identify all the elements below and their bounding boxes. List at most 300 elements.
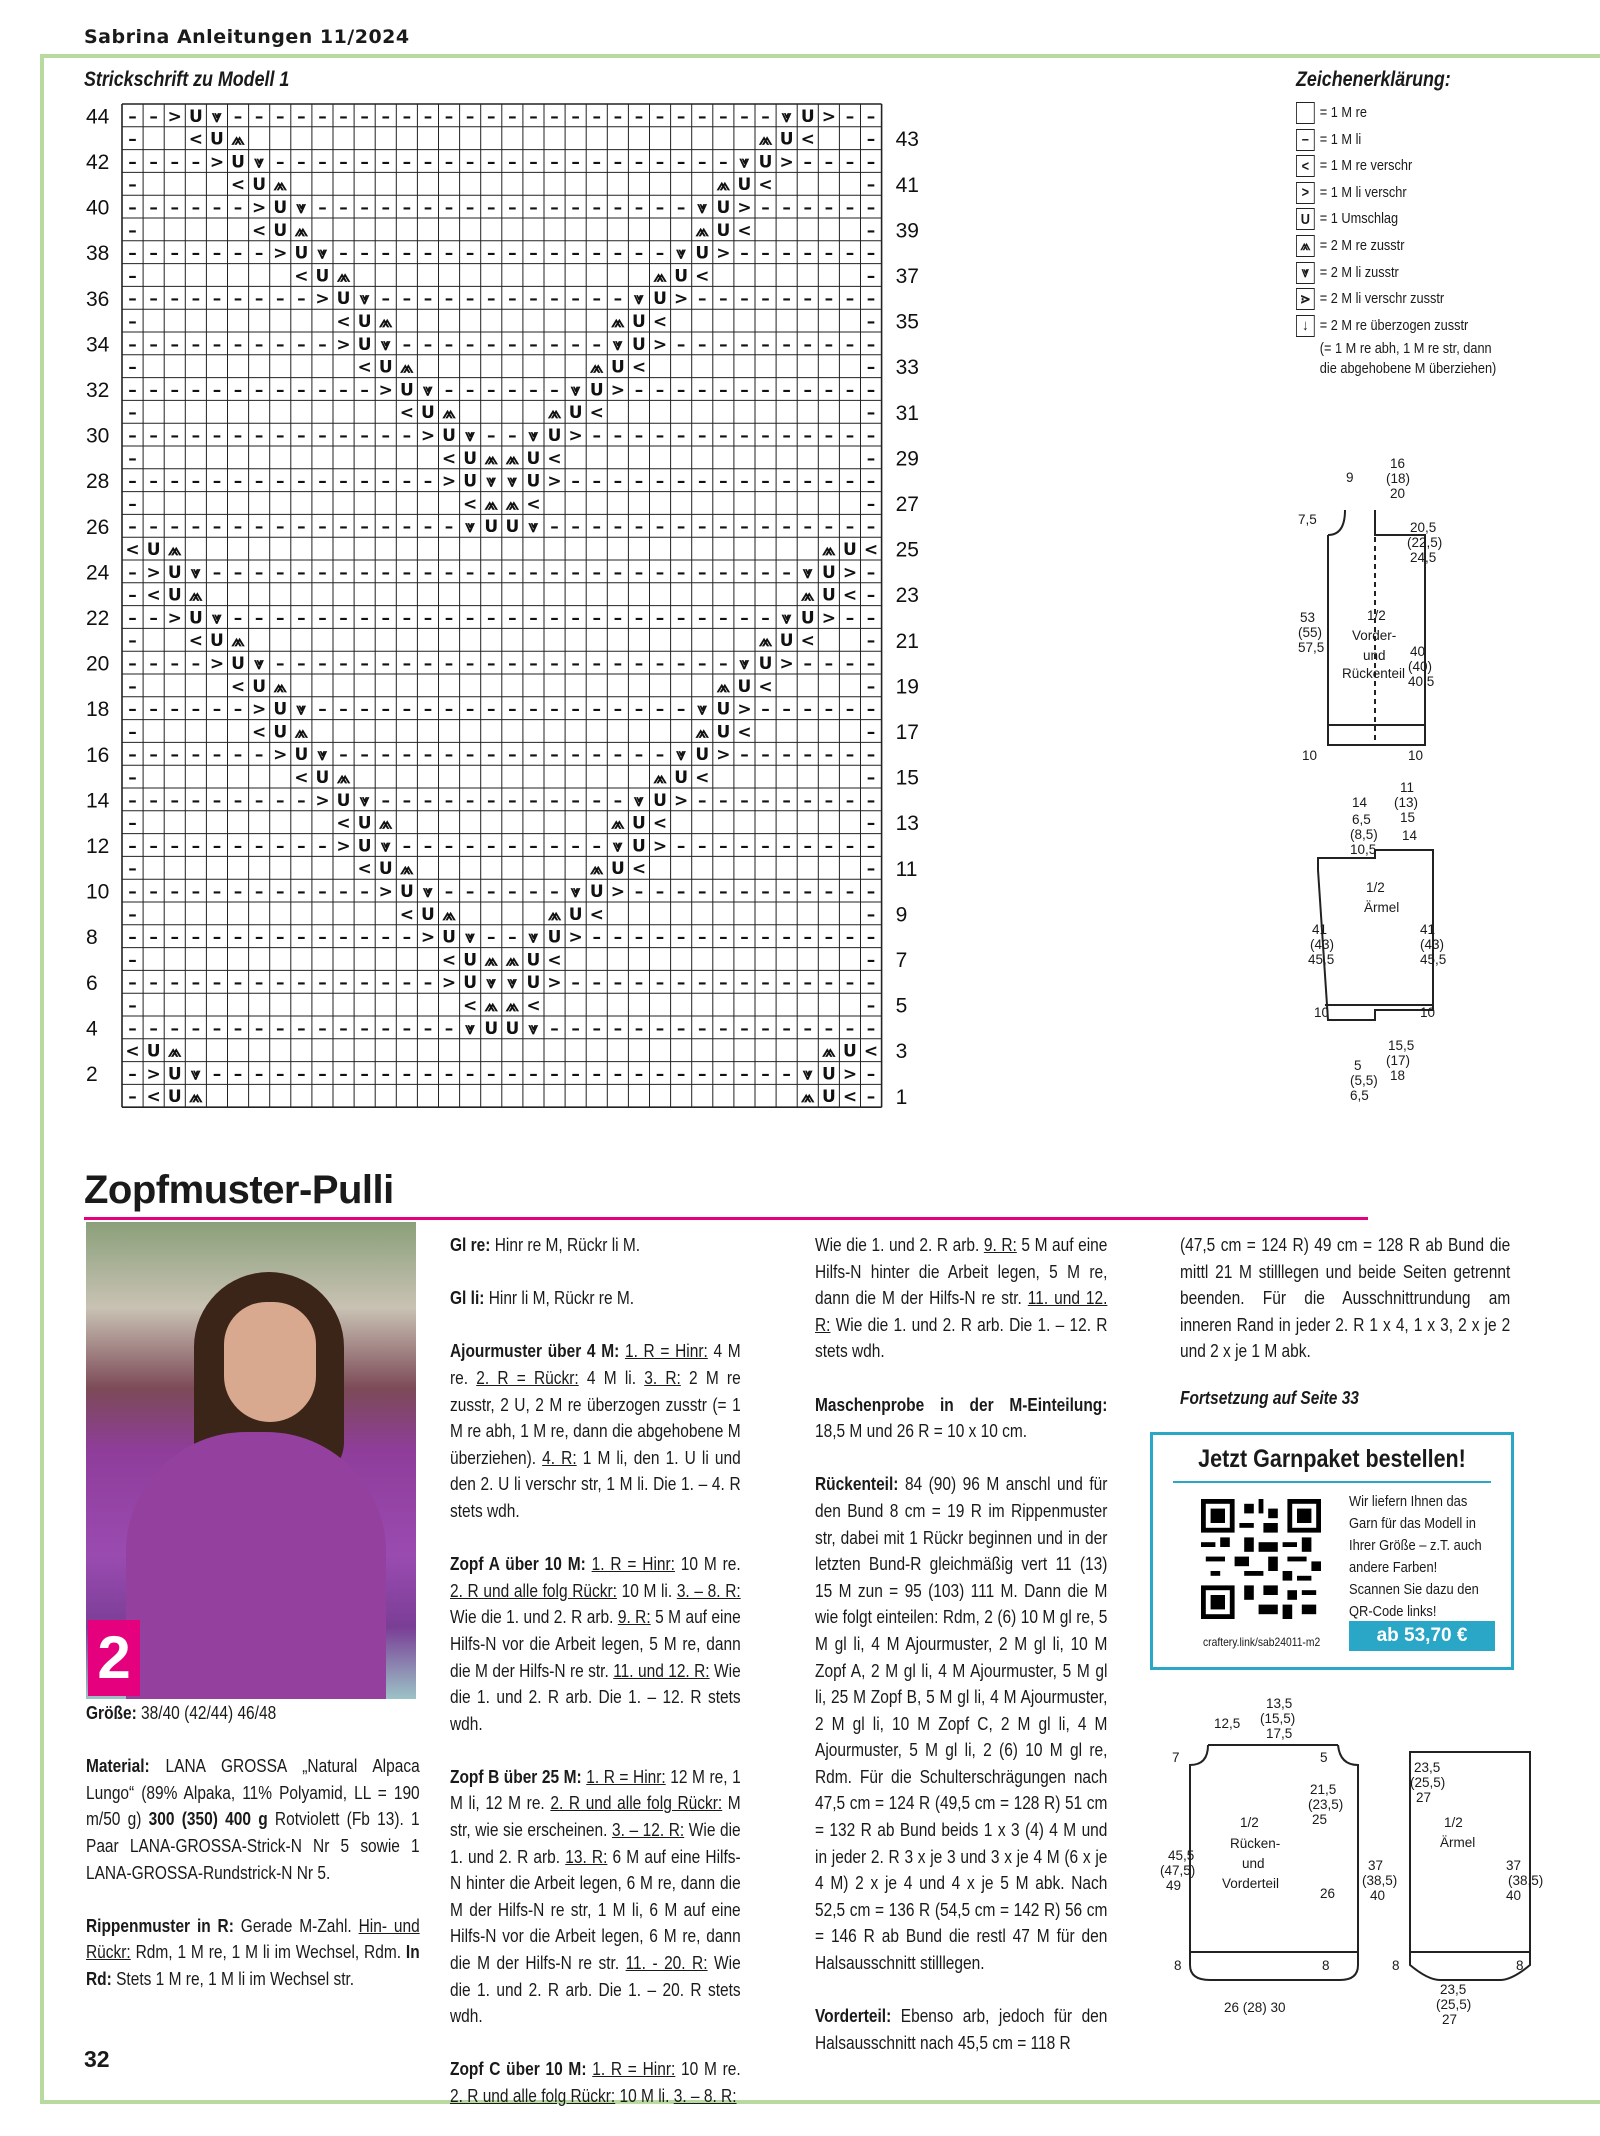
- chart-cell-symbol: –: [592, 745, 601, 766]
- chart-cell-symbol: –: [592, 289, 601, 310]
- chart-cell-symbol: ⩕: [822, 1041, 836, 1062]
- chart-row-label-left: 24: [86, 561, 110, 585]
- schematic-label: Ärmel: [1364, 900, 1400, 915]
- chart-cell-symbol: –: [128, 813, 137, 834]
- chart-cell-symbol: –: [423, 790, 433, 811]
- schematic-label: 1/2: [1240, 1815, 1259, 1830]
- chart-cell-symbol: ⩕: [653, 266, 667, 287]
- chart-cell-symbol: –: [550, 1064, 559, 1085]
- page-number: 32: [84, 2046, 110, 2072]
- chart-cell-symbol: –: [550, 380, 559, 401]
- chart-cell-symbol: –: [782, 380, 791, 401]
- schematic-label: 40: [1370, 1888, 1386, 1903]
- chart-cell-symbol: –: [233, 790, 243, 811]
- chart-cell-symbol: –: [402, 973, 412, 994]
- chart-cell-symbol: –: [318, 973, 327, 994]
- chart-cell-symbol: –: [571, 562, 580, 583]
- chart-cell-symbol: <: [294, 767, 309, 788]
- chart-cell-symbol: –: [550, 243, 559, 264]
- chart-cell-symbol: –: [676, 380, 686, 401]
- schematic-label: 40,5: [1408, 674, 1435, 689]
- chart-cell-symbol: ⩕: [400, 357, 414, 378]
- chart-cell-symbol: ⩕: [484, 995, 498, 1016]
- chart-cell-symbol: –: [698, 562, 707, 583]
- chart-cell-symbol: <: [336, 311, 351, 332]
- chart-cell-symbol: –: [212, 790, 222, 811]
- chart-cell-symbol: U: [315, 767, 330, 788]
- chart-cell-symbol: –: [803, 881, 812, 902]
- chart-cell-symbol: –: [360, 1018, 369, 1039]
- chart-cell-symbol: U: [632, 311, 646, 332]
- schematic-label: 25: [1312, 1812, 1328, 1827]
- chart-cell-symbol: –: [191, 334, 201, 355]
- chart-cell-symbol: U: [336, 289, 351, 310]
- chart-cell-symbol: –: [339, 881, 348, 902]
- chart-cell-symbol: –: [381, 562, 390, 583]
- chart-cell-symbol: –: [529, 152, 538, 173]
- schematic-label: 23,5: [1440, 1982, 1467, 1997]
- chart-cell-symbol: U: [674, 266, 689, 287]
- chart-cell-symbol: –: [866, 220, 876, 241]
- schematic-label: 57,5: [1298, 640, 1325, 655]
- chart-cell-symbol: <: [463, 494, 478, 515]
- chart-cell-symbol: –: [402, 289, 412, 310]
- chart-cell-symbol: –: [634, 471, 644, 492]
- schematic-label: 26 (28) 30: [1224, 2000, 1286, 2015]
- chart-cell-symbol: –: [339, 745, 348, 766]
- chart-cell-symbol: –: [571, 243, 580, 264]
- chart-cell-symbol: <: [230, 676, 246, 697]
- chart-cell-symbol: –: [212, 927, 222, 948]
- chart-cell-symbol: U: [463, 448, 478, 469]
- schematic-label: 1/2: [1367, 608, 1386, 623]
- chart-cell-symbol: –: [360, 653, 369, 674]
- chart-cell-symbol: –: [655, 1018, 665, 1039]
- chart-cell-symbol: ⩔: [359, 790, 370, 811]
- chart-cell-symbol: –: [191, 745, 201, 766]
- chart-cell-symbol: –: [866, 448, 876, 469]
- chart-cell-symbol: –: [866, 243, 876, 264]
- chart-cell-symbol: –: [592, 471, 601, 492]
- chart-cell-symbol: –: [149, 243, 158, 264]
- chart-cell-symbol: ⩕: [400, 859, 414, 880]
- chart-cell-symbol: ⩔: [507, 471, 518, 492]
- chart-cell-symbol: –: [698, 653, 707, 674]
- chart-cell-symbol: –: [128, 767, 137, 788]
- chart-cell-symbol: –: [444, 334, 454, 355]
- chart-row-label-right: 31: [895, 401, 919, 425]
- chart-cell-symbol: –: [360, 699, 369, 720]
- chart-cell-symbol: –: [212, 471, 222, 492]
- model-number-badge: 2: [88, 1620, 140, 1696]
- chart-cell-symbol: ⩕: [189, 1087, 203, 1108]
- chart-cell-symbol: –: [170, 1018, 179, 1039]
- chart-cell-symbol: –: [212, 881, 222, 902]
- schematic-label: 40: [1506, 1888, 1522, 1903]
- chart-cell-symbol: –: [149, 927, 158, 948]
- chart-cell-symbol: –: [233, 1064, 243, 1085]
- chart-cell-symbol: ⩕: [168, 539, 182, 560]
- chart-cell-symbol: U: [800, 106, 815, 127]
- chart-cell-symbol: –: [845, 106, 855, 127]
- chart-cell-symbol: >: [821, 608, 836, 629]
- chart-cell-symbol: <: [146, 585, 161, 606]
- chart-cell-symbol: ⩔: [613, 836, 623, 857]
- chart-cell-symbol: –: [824, 927, 834, 948]
- chart-cell-symbol: –: [233, 425, 243, 446]
- chart-cell-symbol: –: [592, 197, 601, 218]
- chart-cell-symbol: –: [444, 881, 454, 902]
- chart-cell-symbol: –: [761, 608, 770, 629]
- chart-cell-symbol: ⩔: [465, 1018, 475, 1039]
- legend-label: = 1 M li: [1319, 130, 1362, 148]
- chart-cell-symbol: ⩔: [676, 745, 686, 766]
- chart-cell-symbol: –: [761, 881, 770, 902]
- chart-cell-symbol: <: [357, 357, 372, 378]
- chart-cell-symbol: U: [716, 197, 731, 218]
- chart-cell-symbol: –: [803, 425, 812, 446]
- chart-cell-symbol: >: [252, 197, 267, 218]
- chart-cell-symbol: –: [824, 699, 834, 720]
- chart-cell-symbol: –: [254, 836, 264, 857]
- chart-cell-symbol: –: [212, 334, 222, 355]
- chart-row-label-left: 42: [86, 150, 110, 174]
- chart-cell-symbol: ⩕: [379, 311, 393, 332]
- chart-cell-symbol: <: [526, 995, 541, 1016]
- chart-cell-symbol: –: [866, 1018, 876, 1039]
- chart-cell-symbol: –: [212, 425, 222, 446]
- chart-cell-symbol: –: [824, 881, 834, 902]
- chart-row-label-left: 30: [86, 424, 110, 448]
- chart-cell-symbol: –: [233, 836, 243, 857]
- schematic-label: 13,5: [1266, 1696, 1293, 1711]
- schematic-label: 8: [1516, 1958, 1524, 1973]
- chart-cell-symbol: –: [318, 1018, 327, 1039]
- chart-cell-symbol: –: [149, 745, 158, 766]
- chart-cell-symbol: U: [378, 859, 393, 880]
- chart-cell-symbol: U: [610, 357, 625, 378]
- schematic-label: 37: [1368, 1858, 1384, 1873]
- chart-cell-symbol: –: [465, 745, 475, 766]
- chart-cell-symbol: –: [423, 699, 433, 720]
- yarn-kit-url[interactable]: craftery.link/sab24011-m2: [1203, 1635, 1321, 1649]
- chart-cell-symbol: –: [170, 197, 179, 218]
- chart-cell-symbol: –: [634, 745, 644, 766]
- chart-cell-symbol: –: [782, 973, 791, 994]
- chart-cell-symbol: –: [550, 289, 559, 310]
- chart-cell-symbol: –: [233, 973, 243, 994]
- chart-cell-symbol: >: [568, 425, 583, 446]
- chart-cell-symbol: –: [318, 1064, 327, 1085]
- chart-cell-symbol: –: [318, 380, 327, 401]
- chart-cell-symbol: –: [128, 1064, 137, 1085]
- chart-cell-symbol: –: [866, 152, 876, 173]
- chart-cell-symbol: U: [505, 517, 520, 538]
- chart-row-label-right: 15: [895, 766, 919, 790]
- schematic-label: 10: [1314, 1005, 1330, 1020]
- chart-cell-symbol: –: [149, 608, 158, 629]
- chart-cell-symbol: ⩔: [465, 517, 475, 538]
- chart-cell-symbol: –: [592, 699, 601, 720]
- chart-cell-symbol: –: [613, 790, 623, 811]
- chart-cell-symbol: –: [381, 699, 390, 720]
- chart-row-label-left: 14: [86, 789, 110, 813]
- chart-cell-symbol: –: [740, 1064, 749, 1085]
- chart-cell-symbol: –: [550, 334, 559, 355]
- chart-cell-symbol: –: [254, 334, 264, 355]
- chart-cell-symbol: –: [297, 471, 306, 492]
- chart-cell-symbol: –: [233, 608, 243, 629]
- chart-cell-symbol: ⩕: [273, 175, 287, 196]
- schematic-label: 9: [1346, 470, 1354, 485]
- chart-row-label-left: 18: [86, 698, 110, 722]
- qr-code[interactable]: [1201, 1499, 1321, 1619]
- chart-cell-symbol: <: [863, 539, 879, 560]
- chart-cell-symbol: >: [842, 562, 858, 583]
- chart-cell-symbol: U: [843, 1041, 857, 1062]
- chart-cell-symbol: <: [125, 539, 140, 560]
- chart-cell-symbol: –: [613, 608, 623, 629]
- chart-cell-symbol: –: [866, 859, 876, 880]
- chart-cell-symbol: –: [339, 243, 348, 264]
- chart-cell-symbol: ⩔: [676, 243, 686, 264]
- chart-cell-symbol: >: [336, 836, 351, 857]
- chart-row-label-right: 19: [895, 675, 919, 699]
- chart-cell-symbol: –: [339, 517, 348, 538]
- chart-cell-symbol: U: [505, 1018, 520, 1039]
- chart-cell-symbol: –: [508, 836, 517, 857]
- schematic-label: 10: [1420, 1005, 1436, 1020]
- chart-cell-symbol: –: [592, 790, 601, 811]
- chart-row-label-right: 3: [895, 1040, 908, 1064]
- chart-cell-symbol: –: [423, 836, 433, 857]
- chart-cell-symbol: >: [441, 471, 457, 492]
- schematic-label: (47,5): [1160, 1863, 1196, 1878]
- chart-cell-symbol: –: [529, 106, 538, 127]
- chart-cell-symbol: ⩔: [191, 562, 201, 583]
- chart-cell-symbol: ⩕: [273, 676, 287, 697]
- chart-cell-symbol: –: [698, 425, 707, 446]
- article-title: Zopfmuster-Pulli: [84, 1168, 394, 1212]
- chart-cell-symbol: –: [529, 334, 538, 355]
- chart-cell-symbol: ⩔: [739, 653, 750, 674]
- chart-cell-symbol: –: [655, 106, 665, 127]
- chart-row-label-left: 6: [86, 971, 98, 995]
- chart-cell-symbol: –: [824, 790, 834, 811]
- chart-cell-symbol: –: [444, 1064, 454, 1085]
- chart-cell-symbol: –: [149, 334, 158, 355]
- chart-cell-symbol: –: [571, 653, 580, 674]
- chart-cell-symbol: –: [845, 790, 855, 811]
- chart-cell-symbol: –: [402, 106, 412, 127]
- chart-cell-symbol: –: [866, 881, 876, 902]
- chart-cell-symbol: U: [167, 1064, 182, 1085]
- chart-cell-symbol: >: [146, 1064, 161, 1085]
- chart-cell-symbol: –: [254, 562, 264, 583]
- chart-cell-symbol: –: [592, 562, 601, 583]
- chart-row-label-right: 41: [895, 173, 919, 197]
- chart-cell-symbol: –: [170, 152, 179, 173]
- schematic-label: und: [1363, 648, 1386, 663]
- schematic-label: 1/2: [1366, 880, 1385, 895]
- chart-cell-symbol: –: [592, 106, 601, 127]
- chart-cell-symbol: –: [233, 289, 243, 310]
- chart-cell-symbol: –: [487, 927, 496, 948]
- chart-cell-symbol: –: [128, 106, 137, 127]
- chart-cell-symbol: U: [378, 357, 393, 378]
- chart-cell-symbol: ⩔: [781, 608, 792, 629]
- schematic-label: (25,5): [1410, 1775, 1446, 1790]
- chart-cell-symbol: –: [276, 881, 285, 902]
- chart-cell-symbol: –: [782, 243, 791, 264]
- chart-row-label-left: 16: [86, 743, 110, 767]
- chart-row-label-right: 9: [895, 903, 908, 927]
- chart-cell-symbol: <: [547, 448, 562, 469]
- chart-cell-symbol: –: [128, 243, 137, 264]
- chart-cell-symbol: <: [758, 676, 773, 697]
- chart-cell-symbol: –: [402, 471, 412, 492]
- chart-cell-symbol: –: [149, 881, 158, 902]
- chart-cell-symbol: U: [547, 927, 562, 948]
- chart-cell-symbol: –: [423, 653, 433, 674]
- chart-cell-symbol: <: [652, 813, 668, 834]
- chart-cell-symbol: –: [761, 289, 770, 310]
- chart-cell-symbol: –: [297, 1018, 306, 1039]
- chart-cell-symbol: –: [676, 106, 686, 127]
- chart-cell-symbol: <: [737, 220, 752, 241]
- chart-cell-symbol: –: [254, 790, 264, 811]
- chart-cell-symbol: –: [128, 494, 137, 515]
- chart-cell-symbol: –: [634, 243, 644, 264]
- legend-note: (= 1 M re abh, 1 M re str, dann die abgehobene M überziehen): [1319, 340, 1497, 378]
- chart-cell-symbol: –: [529, 1064, 538, 1085]
- schematic-label: 45,5: [1308, 952, 1335, 967]
- chart-cell-symbol: U: [610, 859, 625, 880]
- chart-cell-symbol: –: [592, 1018, 601, 1039]
- chart-cell-symbol: –: [592, 334, 601, 355]
- chart-cell-symbol: >: [167, 106, 182, 127]
- chart-cell-symbol: –: [128, 790, 137, 811]
- chart-cell-symbol: –: [402, 334, 412, 355]
- chart-cell-symbol: –: [191, 973, 201, 994]
- chart-cell-symbol: –: [676, 197, 686, 218]
- chart-cell-symbol: ⩕: [168, 1041, 182, 1062]
- chart-cell-symbol: –: [592, 243, 601, 264]
- chart-cell-symbol: –: [719, 927, 728, 948]
- chart-cell-symbol: <: [695, 767, 710, 788]
- chart-cell-symbol: –: [487, 562, 496, 583]
- chart-cell-symbol: –: [655, 471, 665, 492]
- schematic-label: 6,5: [1350, 1088, 1369, 1103]
- chart-cell-symbol: U: [653, 790, 667, 811]
- schematic-label: (13): [1394, 795, 1419, 810]
- chart-cell-symbol: ⩔: [212, 608, 222, 629]
- chart-cell-symbol: –: [803, 653, 812, 674]
- chart-cell-symbol: –: [128, 357, 137, 378]
- chart-cell-symbol: ⩕: [653, 767, 667, 788]
- legend-symbol-icon: ⋗: [1296, 288, 1315, 310]
- chart-cell-symbol: <: [188, 631, 203, 652]
- schematic-label: 45,5: [1420, 952, 1447, 967]
- chart-cell-symbol: U: [231, 653, 245, 674]
- chart-cell-symbol: –: [297, 653, 306, 674]
- chart-cell-symbol: ⩔: [507, 973, 518, 994]
- chart-cell-symbol: –: [233, 699, 243, 720]
- chart-cell-symbol: –: [254, 289, 264, 310]
- chart-cell-symbol: –: [634, 699, 644, 720]
- chart-cell-symbol: –: [191, 517, 201, 538]
- legend: [1296, 100, 1500, 379]
- legend-item: [1296, 260, 1500, 287]
- chart-cell-symbol: U: [273, 197, 288, 218]
- chart-cell-symbol: ⩕: [505, 995, 520, 1016]
- chart-cell-symbol: –: [254, 927, 264, 948]
- chart-cell-symbol: –: [254, 106, 264, 127]
- chart-cell-symbol: –: [866, 631, 876, 652]
- chart-cell-symbol: –: [824, 425, 834, 446]
- chart-cell-symbol: ⩕: [484, 494, 498, 515]
- legend-label: = 1 M re verschr: [1319, 157, 1413, 175]
- chart-cell-symbol: –: [782, 197, 791, 218]
- chart-cell-symbol: –: [698, 106, 707, 127]
- chart-cell-symbol: ⩔: [802, 562, 813, 583]
- chart-cell-symbol: –: [845, 745, 855, 766]
- chart-cell-symbol: –: [761, 790, 770, 811]
- chart-cell-symbol: –: [128, 904, 137, 925]
- chart-cell-symbol: U: [589, 380, 604, 401]
- schematic-label: (17): [1386, 1053, 1411, 1068]
- legend-symbol-icon: ⩔: [1296, 262, 1315, 284]
- chart-cell-symbol: <: [399, 403, 414, 424]
- chart-cell-symbol: U: [484, 1018, 499, 1039]
- chart-cell-symbol: –: [191, 653, 201, 674]
- schematic-label: (43): [1420, 937, 1445, 952]
- chart-cell-symbol: –: [191, 289, 201, 310]
- chart-cell-symbol: –: [233, 881, 243, 902]
- chart-cell-symbol: ⩕: [189, 585, 203, 606]
- chart-cell-symbol: –: [297, 380, 306, 401]
- chart-cell-symbol: –: [276, 836, 285, 857]
- chart-cell-symbol: –: [698, 289, 707, 310]
- chart-cell-symbol: –: [276, 562, 285, 583]
- chart-cell-symbol: U: [252, 676, 267, 697]
- chart-cell-symbol: –: [170, 790, 179, 811]
- chart-cell-symbol: U: [779, 631, 794, 652]
- chart-cell-symbol: –: [381, 197, 390, 218]
- chart-cell-symbol: –: [128, 197, 137, 218]
- chart-cell-symbol: –: [128, 1018, 137, 1039]
- chart-cell-symbol: –: [529, 836, 538, 857]
- chart-cell-symbol: –: [465, 881, 475, 902]
- chart-cell-symbol: –: [487, 745, 496, 766]
- chart-cell-symbol: <: [230, 175, 246, 196]
- chart-cell-symbol: –: [550, 197, 559, 218]
- chart-cell-symbol: –: [866, 266, 876, 287]
- chart-cell-symbol: –: [318, 653, 327, 674]
- chart-cell-symbol: –: [149, 836, 158, 857]
- chart-cell-symbol: –: [170, 745, 179, 766]
- chart-cell-symbol: –: [824, 380, 834, 401]
- schematic-label: (5,5): [1350, 1073, 1378, 1088]
- chart-cell-symbol: U: [273, 699, 288, 720]
- chart-cell-symbol: –: [444, 289, 454, 310]
- chart-row-label-right: 11: [895, 857, 918, 881]
- chart-cell-symbol: >: [610, 881, 625, 902]
- chart-cell-symbol: <: [441, 950, 457, 971]
- chart-cell-symbol: –: [276, 106, 285, 127]
- chart-cell-symbol: <: [252, 722, 267, 743]
- price-badge[interactable]: ab 53,70 €: [1349, 1621, 1495, 1651]
